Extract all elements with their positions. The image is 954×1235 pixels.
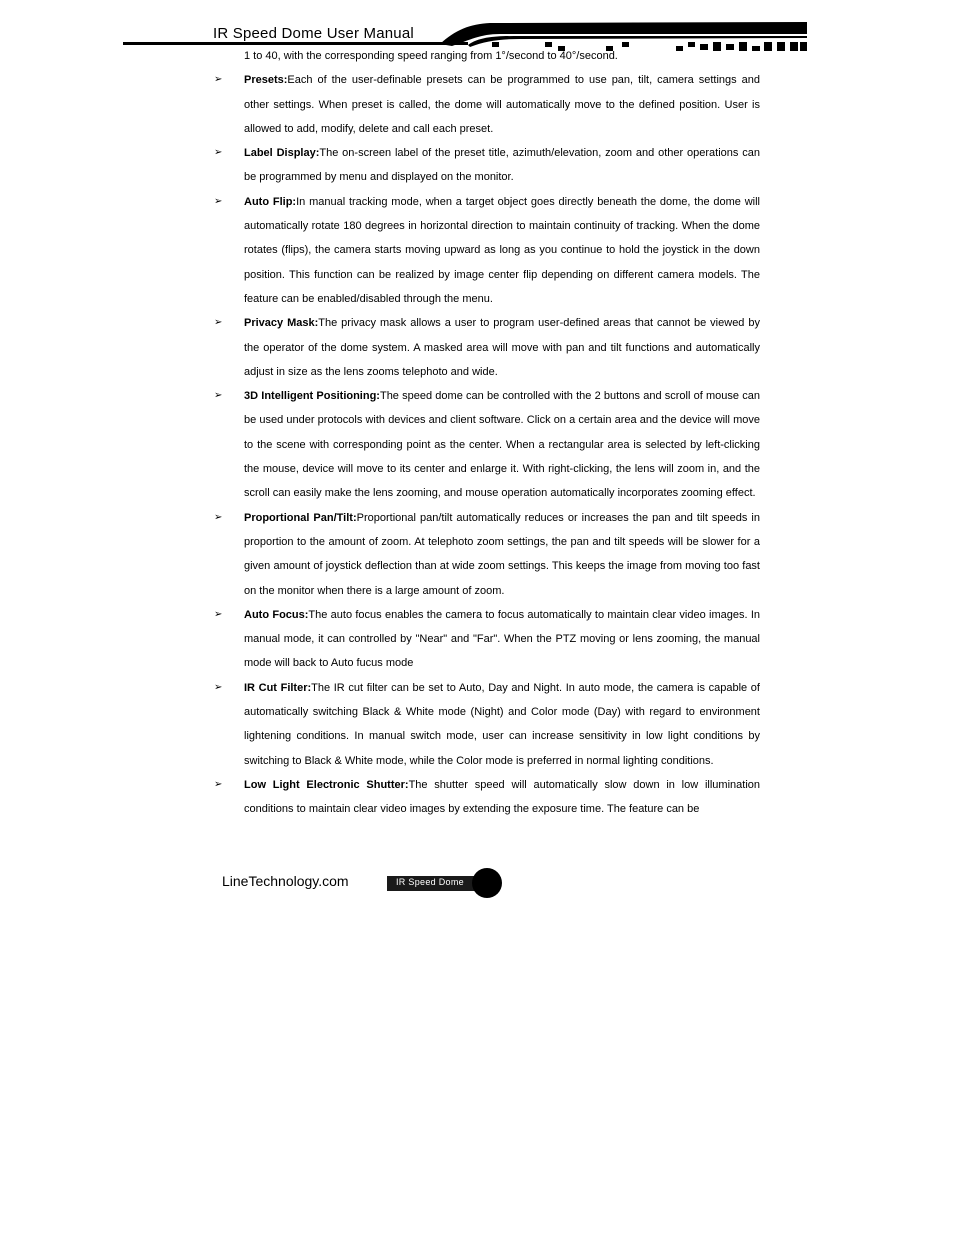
list-item-description: Proportional pan/tilt automatically reduces or increases the pan and tilt speeds in proportion to the amount of zoom. At telephoto zoom settings, the pan and tilt speeds will be slower for a given amount of joystick deflection than at wide zoom settings. This keeps the image from moving too fast on the monitor when there is a large amount of zoom. xyxy=(244,511,760,597)
page-footer xyxy=(0,866,954,902)
arrow-bullet-icon: ➢ xyxy=(214,147,223,159)
footer-badge xyxy=(387,876,481,891)
list-item-text xyxy=(244,773,760,822)
list-item-description: The privacy mask allows a user to program user-defined areas that cannot be viewed by the operator of the dome system. A masked area will move with pan and tilt functions and automatically adjust in size as the lens zooms telephoto and wide. xyxy=(244,317,760,378)
list-item-description: The auto focus enables the camera to focus automatically to maintain clear video images. In manual mode, it can controlled by "Near" and "Far". When the PTZ moving or lens zooming, the manual mode will back to Auto fucus mode xyxy=(244,608,760,670)
footer-badge-text: IR Speed Dome xyxy=(396,877,464,887)
list-item-description: In manual tracking mode, when a target object goes directly beneath the dome, the dome will automatically rotate 180 degrees in horizontal direction to maintain continuity of tracking. When the dome rotates (flips), the camera starts moving upward as long as you continue to hold the joystick in the down position. This function can be realized by image center flip depending on different camera models. The feature can be enabled/disabled through the menu. xyxy=(244,195,760,305)
list-item-term: Privacy Mask: xyxy=(244,317,319,330)
list-item-description: Each of the user-definable presets can be programmed to use pan, tilt, camera settings and other settings. When preset is called, the dome will automatically move to the defined position. User is allowed to add, modify, delete and call each preset. xyxy=(244,74,760,135)
footer-website: LineTechnology.com xyxy=(222,873,349,889)
list-item-text xyxy=(244,603,760,676)
list-item-term: Auto Focus: xyxy=(244,608,309,621)
document-body xyxy=(214,44,760,822)
list-item xyxy=(214,603,760,676)
list-item-term: Presets: xyxy=(244,74,288,87)
list-item xyxy=(214,68,760,141)
arrow-bullet-icon: ➢ xyxy=(214,608,223,620)
list-item xyxy=(214,384,760,505)
list-item-term: Proportional Pan/Tilt: xyxy=(244,511,357,524)
arrow-bullet-icon: ➢ xyxy=(214,195,223,207)
list-item-term: Auto Flip: xyxy=(244,195,297,208)
list-item xyxy=(214,773,760,822)
list-item-description: The on-screen label of the preset title, azimuth/elevation, zoom and other operations can be programmed by menu and displayed on the monitor. xyxy=(244,147,760,184)
list-item-description: The shutter speed will automatically slow down in low illumination conditions to maintain clear video images by extending the exposure time. The feature can be xyxy=(244,778,760,816)
list-item-description: The speed dome can be controlled with the 2 buttons and scroll of mouse can be used under protocols with devices and client software. Click on a certain area and the device will move to the scene with corresponding point as the center. When a rectangular area is selected by left-clicking the mouse, device will move to its center and enlarge it. With right-clicking, the lens will zoom in, and the scroll can easily make the lens zooming, and mouse operation automatically incorporates zooming effect. xyxy=(244,390,760,500)
continued-paragraph: 1 to 40, with the corresponding speed ranging from 1°/second to 40°/second. xyxy=(244,50,618,62)
list-item-text xyxy=(244,384,760,505)
list-item-text xyxy=(244,506,760,603)
arrow-bullet-icon: ➢ xyxy=(214,74,223,86)
arrow-bullet-icon: ➢ xyxy=(214,390,223,402)
header-title: IR Speed Dome User Manual xyxy=(213,25,414,42)
list-item xyxy=(214,676,760,773)
list-item xyxy=(214,311,760,384)
footer-circle-decoration xyxy=(472,868,502,898)
list-item xyxy=(214,506,760,603)
list-item-description: The IR cut filter can be set to Auto, Day and Night. In auto mode, the camera is capable of automatically switching Black & White mode (Night) and Color mode (Day) with regard to environment lightening conditions. In manual switch mode, user can increase sensitivity in low light conditions by switching to Black & White mode, while the Color mode is preferred in normal lighting conditions. xyxy=(244,681,760,767)
list-item-term: 3D Intelligent Positioning: xyxy=(244,390,380,403)
list-item-text xyxy=(244,141,760,190)
arrow-bullet-icon: ➢ xyxy=(214,778,223,790)
list-item-term: Label Display: xyxy=(244,147,320,160)
list-item-term: IR Cut Filter: xyxy=(244,681,312,694)
list-item-text xyxy=(244,311,760,384)
arrow-bullet-icon: ➢ xyxy=(214,511,223,523)
arrow-bullet-icon: ➢ xyxy=(214,317,223,329)
list-item xyxy=(214,190,760,311)
list-item-text xyxy=(244,190,760,311)
arrow-bullet-icon: ➢ xyxy=(214,681,223,693)
list-item-term: Low Light Electronic Shutter: xyxy=(244,778,409,791)
list-item xyxy=(214,141,760,190)
list-item-text xyxy=(244,68,760,141)
list-item-text xyxy=(244,676,760,773)
